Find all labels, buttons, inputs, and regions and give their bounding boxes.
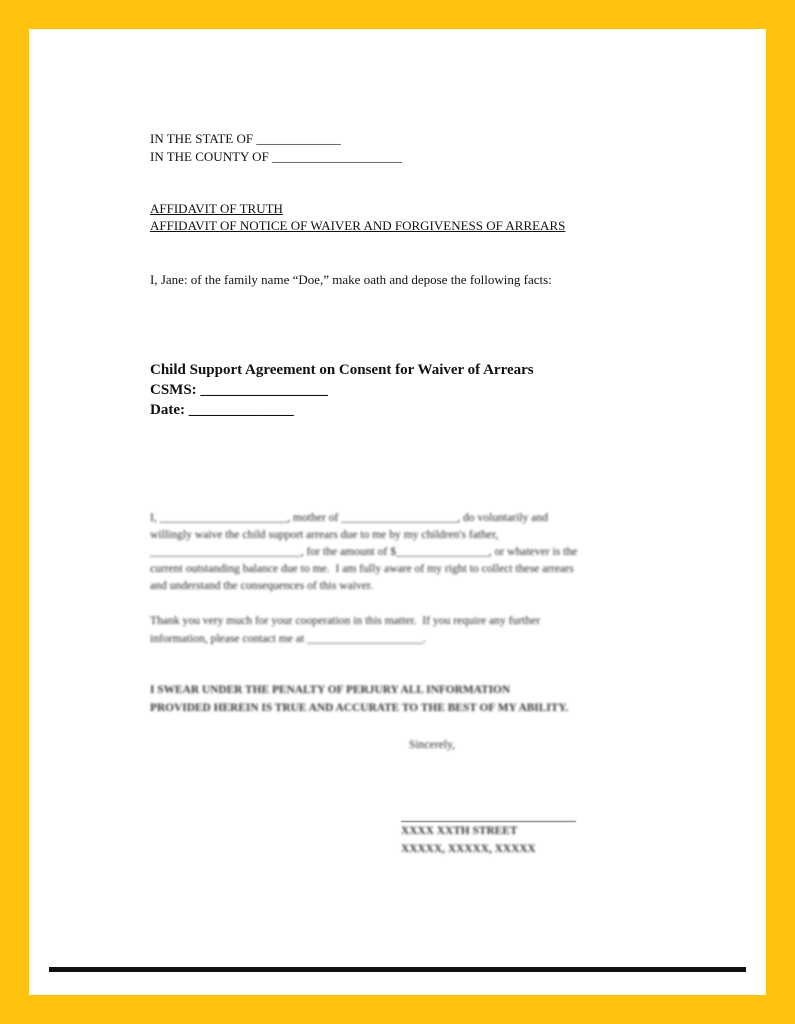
- closing-text: Sincerely,: [409, 738, 455, 751]
- thanks-line: Thank you very much for your cooperation in this matter. If you require any further: [150, 614, 541, 627]
- waiver-line: I, ______________________, mother of ____________________, do voluntarily and: [150, 511, 549, 524]
- affidavit-sheet: [29, 29, 766, 995]
- state-line: IN THE STATE OF _____________: [150, 131, 341, 146]
- bottom-rule: [49, 967, 746, 972]
- affidavit-truth-title: AFFIDAVIT OF TRUTH: [150, 201, 283, 216]
- address-street: XXXX XXTH STREET: [401, 825, 518, 837]
- signature-line: [401, 821, 576, 822]
- address-city: XXXXX, XXXXX, XXXXX: [401, 843, 536, 855]
- swear-line: I SWEAR UNDER THE PENALTY OF PERJURY ALL INFORMATION: [150, 684, 511, 696]
- csms-field: CSMS: _________________: [150, 382, 328, 398]
- agreement-title: Child Support Agreement on Consent for Waiver of Arrears: [150, 362, 534, 378]
- document-page: [29, 29, 766, 995]
- county-line: IN THE COUNTY OF ____________________: [150, 149, 403, 164]
- waiver-line: and understand the consequences of this waiver.: [150, 579, 374, 592]
- oath-statement: I, Jane: of the family name “Doe,” make oath and depose the following facts:: [150, 272, 552, 287]
- waiver-line: __________________________, for the amount of $________________, or whatever is the: [150, 545, 578, 558]
- thanks-line: information, please contact me at ____________________.: [150, 632, 426, 645]
- affidavit-notice-title: AFFIDAVIT OF NOTICE OF WAIVER AND FORGIVENESS OF ARREARS: [150, 218, 566, 233]
- swear-line: PROVIDED HEREIN IS TRUE AND ACCURATE TO THE BEST OF MY ABILITY.: [150, 702, 569, 714]
- waiver-line: willingly waive the child support arrears due to me by my children's father,: [150, 528, 499, 541]
- waiver-line: current outstanding balance due to me. I am fully aware of my right to collect these arrears: [150, 562, 574, 575]
- date-field: Date: ______________: [150, 402, 294, 418]
